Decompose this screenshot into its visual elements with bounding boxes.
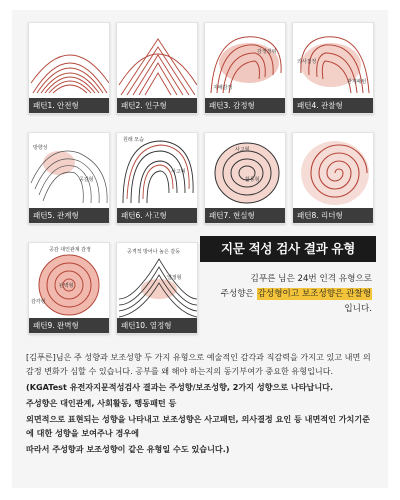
- pattern-card-1[interactable]: [28, 22, 110, 114]
- pattern-card-6[interactable]: [116, 132, 198, 224]
- pattern-label: 패턴10. 열정형: [117, 318, 197, 333]
- loop-fingerprint-image: [205, 23, 286, 101]
- pattern-label: 패턴2. 인구형: [117, 98, 197, 113]
- result-line-2: [200, 287, 372, 302]
- pattern-card-7[interactable]: [204, 132, 286, 224]
- result-line-1: 김푸른 님은 24번 인격 유형으로: [250, 274, 372, 284]
- description-note-2: 주성향은 대인관계, 사회활동, 행동패턴 등: [26, 398, 177, 408]
- pattern-note: 공감 대인관계 감정: [49, 247, 91, 253]
- pattern-card-3[interactable]: [204, 22, 286, 114]
- spiral-whorl-fingerprint-image: [293, 133, 374, 211]
- description-paragraph: [김푸른]님은 주 성향과 보조성향 두 가지 유형으로 예술적인 감각과 직감력을 가지고 있고 내면 의 감정 변화가 심할 수 있습니다. 공부를 왜 해야 하는지의 동기부여가 중요한 유형입니다.: [26, 352, 371, 376]
- arch-fingerprint-image: [29, 23, 110, 101]
- result-description: [12, 342, 388, 488]
- pattern-card-9[interactable]: [28, 242, 110, 334]
- pattern-note: 감각형: [31, 299, 46, 305]
- pattern-note: 사고형: [235, 147, 250, 153]
- pattern-label: 패턴7. 현실형: [205, 208, 285, 223]
- pattern-note: 감정정위: [257, 49, 277, 55]
- description-note-4: 따라서 주성향과 보조성향이 같은 유형일 수도 있습니다.): [26, 444, 230, 454]
- pattern-label: 패턴3. 감정형: [205, 98, 285, 113]
- pattern-label: 패턴1. 안전형: [29, 98, 109, 113]
- pattern-note: 열정형: [167, 275, 182, 281]
- tented-arch-fingerprint-image: [117, 23, 198, 101]
- pattern-card-4[interactable]: [292, 22, 374, 114]
- description-note-1: (KGATest 유전자지문적성검사 결과는 주성향/보조성향, 2가지 성향으로 나타납니다.: [26, 382, 334, 392]
- pattern-label: 패턴9. 완벽형: [29, 318, 109, 333]
- loop-fingerprint-image: [293, 23, 374, 101]
- pattern-note: 공감형: [79, 177, 94, 183]
- pattern-label: 패턴4. 관찰형: [293, 98, 373, 113]
- pattern-note: 완벽형: [59, 283, 74, 289]
- pattern-note: 공격적 방어나 높은 갈등: [127, 249, 181, 255]
- loop-fingerprint-image: [29, 133, 110, 211]
- pattern-card-2[interactable]: [116, 22, 198, 114]
- pattern-card-5[interactable]: [28, 132, 110, 224]
- pattern-note: 의사결정: [297, 59, 317, 65]
- whorl-fingerprint-image: [205, 133, 286, 211]
- pattern-note: 관계패턴: [347, 79, 367, 85]
- pattern-note: 활동형: [245, 177, 260, 183]
- pattern-note: 방향성: [33, 145, 48, 151]
- pattern-card-8[interactable]: [292, 132, 374, 224]
- result-line-3: 입니다.: [344, 304, 372, 314]
- description-note-3: 외면적으로 표현되는 성향을 나타내고 보조성향은 사고패턴, 의사결정 요인 등 내면적인 가치기준에 대한 성향을 보여주나 경우에: [26, 414, 370, 438]
- pattern-note: 원래 모습: [123, 137, 144, 143]
- pattern-note: 사고형: [171, 169, 186, 175]
- result-summary: [200, 272, 372, 317]
- pattern-label: 패턴5. 관계형: [29, 208, 109, 223]
- pattern-label: 패턴6. 사고형: [117, 208, 197, 223]
- pattern-label: 패턴8. 리더형: [293, 208, 373, 223]
- whorl-fingerprint-image: [29, 243, 110, 321]
- result-line-2-prefix: 주성향은: [220, 289, 257, 299]
- pattern-note: 지배감정: [213, 85, 233, 91]
- result-title: 지문 적성 검사 결과 유형: [200, 236, 376, 262]
- double-loop-fingerprint-image: [117, 133, 198, 211]
- pattern-card-10[interactable]: [116, 242, 198, 334]
- peaked-arch-fingerprint-image: [117, 243, 198, 321]
- result-highlight: 감성형이고 보조성향은 관찰형: [257, 289, 371, 299]
